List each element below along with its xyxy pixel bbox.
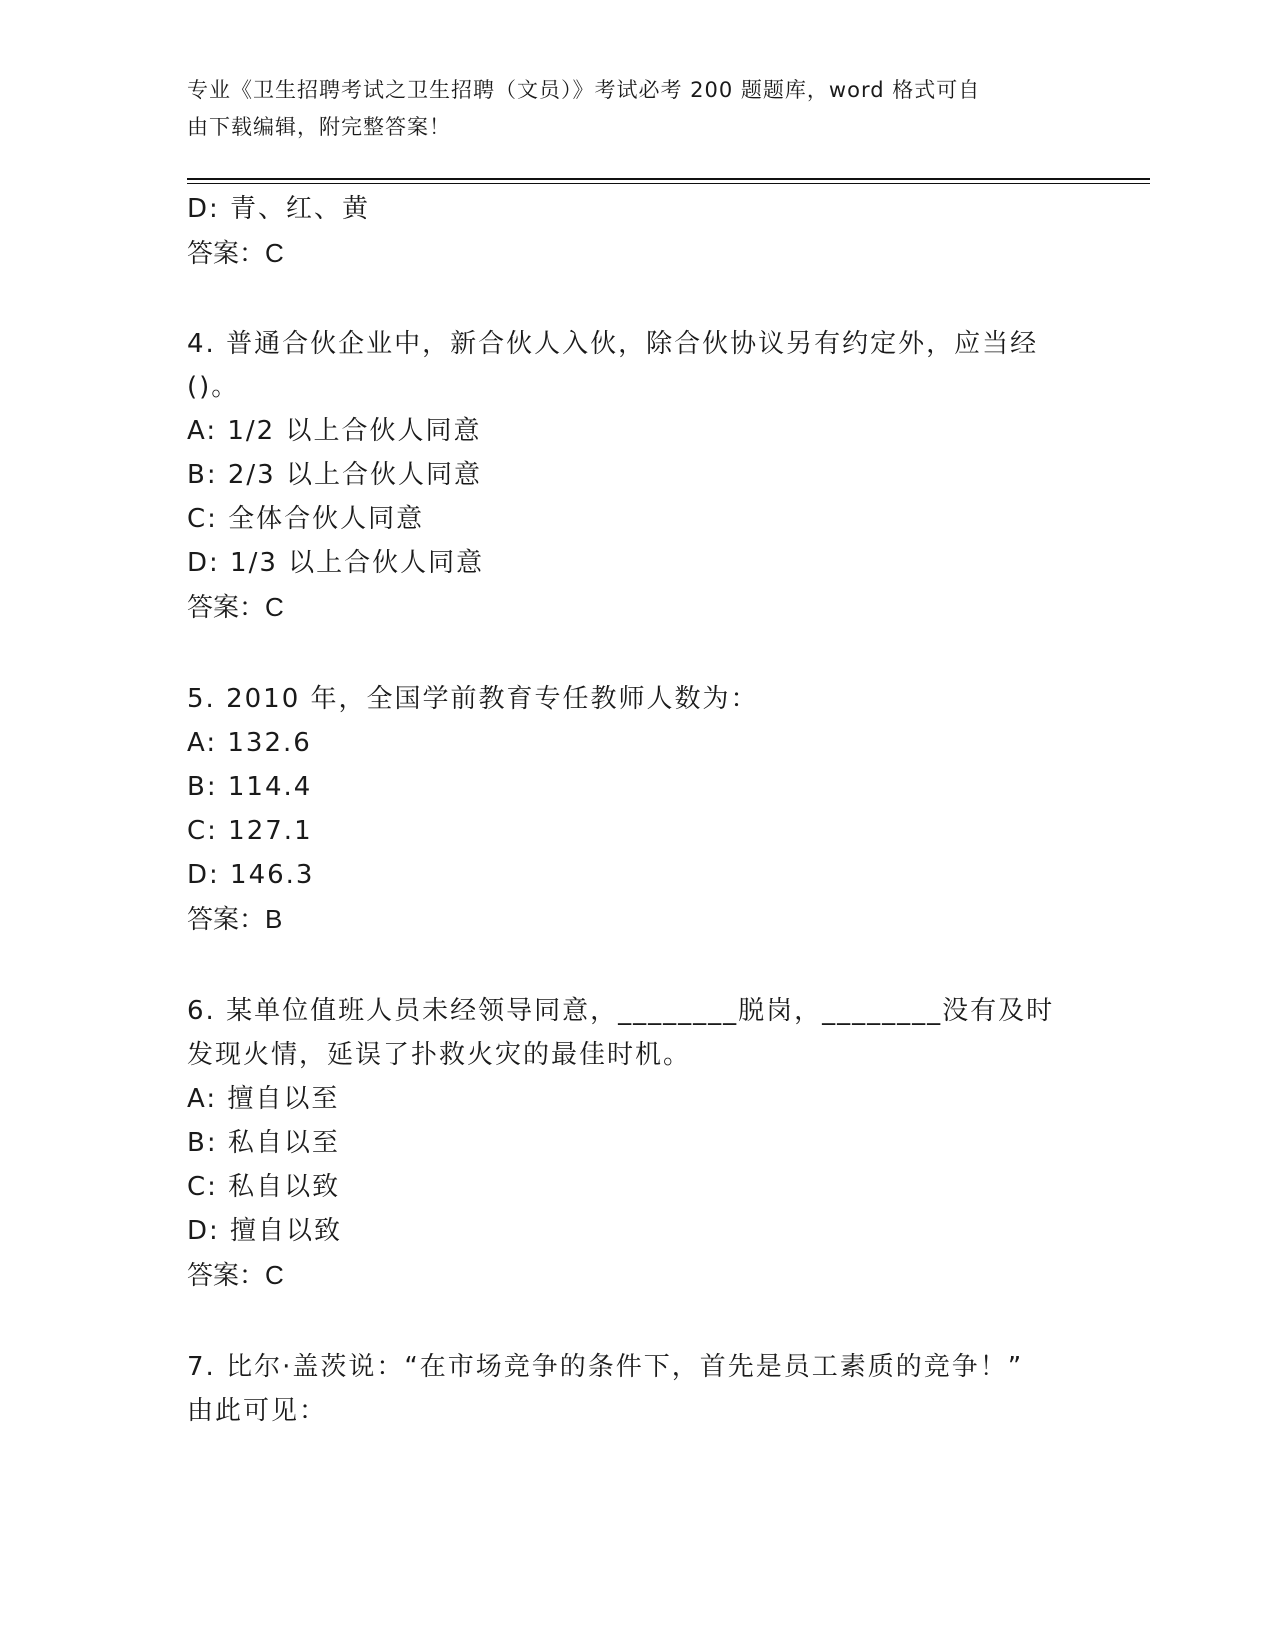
q3-answer: 答案：C (187, 238, 284, 268)
q4-option-d: D: 1/3 以上合伙人同意 (187, 548, 485, 578)
q4-answer: 答案：C (187, 592, 284, 622)
q7-stem-line-2: 由此可见： (187, 1396, 328, 1426)
document-header (187, 72, 1067, 146)
q5-option-a: A: 132.6 (187, 728, 312, 758)
q4-option-c: C: 全体合伙人同意 (187, 504, 425, 534)
q6-stem-line-1: 6. 某单位值班人员未经领导同意，________脱岗，________没有及时 (187, 996, 1055, 1026)
q6-answer: 答案：C (187, 1260, 284, 1290)
q3-option-d: D: 青、红、黄 (187, 194, 371, 224)
q5-option-b: B: 114.4 (187, 772, 313, 802)
q5-stem-line-1: 5. 2010 年，全国学前教育专任教师人数为： (187, 684, 759, 714)
q7-stem-line-1: 7. 比尔·盖茨说：“在市场竞争的条件下，首先是员工素质的竞争！” (187, 1352, 1024, 1382)
q4-stem-line-2: ()。 (187, 372, 240, 402)
q6-option-a: A: 擅自以至 (187, 1084, 340, 1114)
q6-stem-line-2: 发现火情，延误了扑救火灾的最佳时机。 (187, 1040, 692, 1070)
q4-option-a: A: 1/2 以上合伙人同意 (187, 416, 482, 446)
header-line-1: 专业《卫生招聘考试之卫生招聘（文员）》考试必考 200 题题库，word 格式可自 (187, 78, 981, 102)
header-divider-thin (187, 183, 1150, 184)
q6-option-c: C: 私自以致 (187, 1172, 341, 1202)
q6-option-d: D: 擅自以致 (187, 1216, 343, 1246)
q5-answer: 答案：B (187, 904, 283, 934)
q5-option-d: D: 146.3 (187, 860, 315, 890)
q4-option-b: B: 2/3 以上合伙人同意 (187, 460, 482, 490)
header-line-2: 由下载编辑，附完整答案！ (187, 115, 451, 139)
header-divider-thick (187, 178, 1150, 180)
q5-option-c: C: 127.1 (187, 816, 313, 846)
q4-stem-line-1: 4. 普通合伙企业中，新合伙人入伙，除合伙协议另有约定外，应当经 (187, 329, 1039, 359)
q6-option-b: B: 私自以至 (187, 1128, 340, 1158)
